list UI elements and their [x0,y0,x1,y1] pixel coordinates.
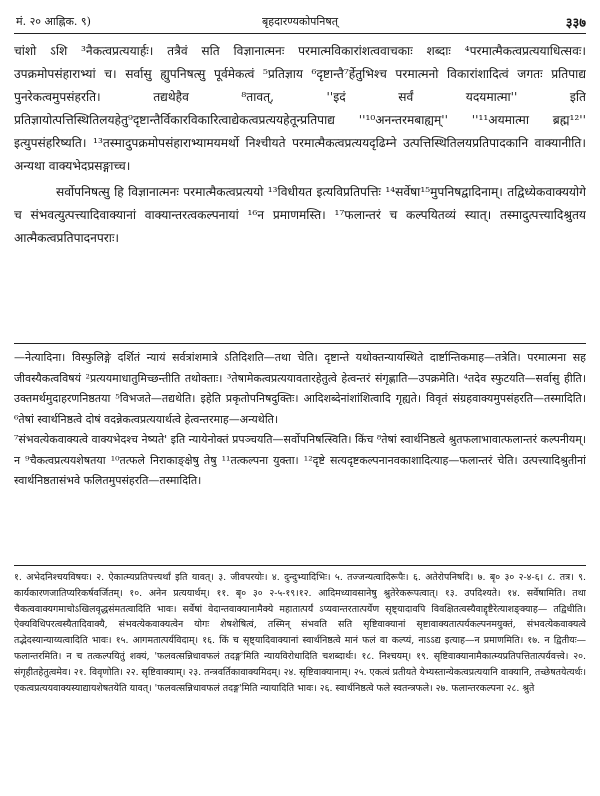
main-text [14,40,586,340]
page-header [14,14,586,32]
commentary-rule [14,343,586,344]
mantra-reference: मं. २० आह्निक. ९) [16,15,91,28]
footnotes [14,570,586,792]
footnote-rule [14,565,586,566]
main-paragraph: चांशो ऽशि ³नैकत्वप्रत्ययार्हः। तत्रैवं सति विज्ञानात्मनः परमात्मविकारांशत्ववाचकाः शब्दाः ⁴परमात्मैकत्वप्रत्ययाधित्सवः। उपक्रमोपसंहाराभ्यां च। सर्वासु ह्युपनिषत्सु पूर्वमेकत्वं ⁵प्रतिज्ञाय ⁶दृष्टान्तै⁷र्हेतुभिश्च परमात्मनो विकारांशादित्वं जगतः प्रतिपाद्य पुनरेकत्वमुपसंहरति। तद्यथेहैव ⁸तावत्, ''इदं सर्वं यदयमात्मा'' इति प्रतिज्ञायोत्पत्तिस्थितिलयहेतु⁹दृष्टान्तैर्विकारविकारित्वाद्येकत्वप्रत्ययहेतून्प्रतिपाद्य ''¹⁰अनन्तरमबाह्यम्'' ''¹¹अयमात्मा ब्रह्म¹²'' इत्युपसंहरिष्यति। ¹³तस्मादुपक्रमोपसंहाराभ्यामयमर्थो निश्चीयते परमात्मैकत्वप्रत्ययदृढिम्ने उत्पत्तिस्थितिलयप्रतिपादकानि वाक्यानीति। अन्यथा वाक्यभेदप्रसङ्गाच्च। [14,44,586,173]
main-paragraph: सर्वोपनिषत्सु हि विज्ञानात्मनः परमात्मैकत्वप्रत्ययो ¹³विधीयत इत्यविप्रतिपत्तिः ¹⁴सर्वेषा¹⁵मुपनिषद्वादिनाम्। तद्विध्येकवाक्ययोगे च संभवत्युत्पत्त्यादिवाक्यानां वाक्यान्तरत्वकल्पनायां ¹⁶न प्रमाणमस्ति। ¹⁷फलान्तरं च कल्पयितव्यं स्यात्। तस्मादुत्पत्त्यादिश्रुतय आत्मैकत्वप्रतिपादनपराः। [14,185,586,245]
running-title: बृहदारण्यकोपनिषत् [261,15,339,28]
footnote-block: १. अभेदनिश्चयविषयः। २. ऐकात्म्यप्रतिपत्त्यर्थां इति यावत्। ३. जीवपरयोः। ४. दुन्दुभ्यादिभिः। ५. तज्जन्यत्वादिरूपैः। ६. अतेरोपनिषदि। ७. बृ० ३० २-४-६। ८. तत्र। ९. कार्यकारणजातिप्यरिकर्षवर्जितम्। १०. अनेन प्रत्ययार्थम्। ११. बृ० ३० २-५-१९।१२. आदिमध्यावसानेषु श्रुतेरेकरूपत्वात्। १३. उपदिश्यते। १४. सर्वेषामिति। तथा चैकत्ववाक्यगमाचोऽखिलवृद्धसंमतत्वादिति भावः। सर्वेषां वेदान्तवाक्यानामैक्ये महातात्पर्यं ऽप्यवान्तरतात्पर्येण सृष्ट्यादावपि विवक्षितत्वस्यैवाद्दृष्टैरेत्याशङ्क्याह— तद्विधीति। ऐक्यविधिपरत्वस्यैतादिवाक्यै, संभवत्येकवाक्यत्वेन योगः शेषशेषित्वं, तस्मिन् संभवति सति सृष्टिवाक्यानां सृष्टावाक्यतात्पर्यकल्पनमयुक्तं, संभवत्येकवाक्यत्वे तद्भेदस्यान्याय्यत्वादिति भावः। १५. आगमतात्पर्यविदाम्। १६. किं च सृष्ट्यादिवाक्यानां स्वार्थनिष्ठत्वे मानं फलं वा कल्प्यं, नाऽऽद्य इत्याह—न प्रमाणमिति। १७. न द्वितीयः—फलान्तरमिति। न च तत्कल्पयितुं शक्यं, 'फलवत्सन्निधावफलं तदङ्ग'मिति न्यायविरोधादिति चशब्दार्थः। १८. निश्चयम्। १९. सृष्टिवाक्यानामैकात्म्यप्रतिपत्तितात्पर्यवत्त्वे। २०. संगृहीतहेतुत्वमेव। २१. विवृणोति। २२. सृष्टिवाक्याम्। २३. तन्त्रवर्तिकावाक्यमिदम्। २४. सृष्टिवाक्यानाम्। २५. एकत्वं प्रतीयते येभ्यस्तान्येकत्वप्रत्ययानि वाक्यानि, तच्छेषतयेत्यर्थः। एकत्वप्रत्ययवाक्यस्याद्यायशेषतयेति यावत्। 'फलवत्सन्निधावफलं तदङ्ग'मिति न्यायादिति भावः। २६. स्वार्थनिष्ठत्वे फले स्वतन्त्रफले। २७. फलान्तरकल्पना २८. श्रुते [14,572,586,694]
commentary [14,348,586,558]
header-rule [14,33,586,34]
commentary-paragraph: ⁷संभवत्येकवाक्यत्वे वाक्यभेदश्च नेष्यते' इति न्यायेनोक्तं प्रपञ्चयति—सर्वोपनिषत्स्विति। किंच ⁸तेषां स्वार्थनिष्ठत्वे श्रुतफलाभावात्फलान्तरं कल्पनीयम्। न ⁹चैकत्वप्रत्ययशेषतया ¹⁰तत्फले निराकाङ्क्षेषु तेषु ¹¹तत्कल्पना युक्ता। ¹²दृष्टे सत्यदृष्टकल्पनानवकाशादित्याह—फलान्तरं चेति। उत्पत्त्यादिश्रुतीनां स्वार्थनिष्ठतासंभवे फलितमुपसंहरति—तस्मादिति। [14,433,586,487]
page-number: ३३७ [565,16,586,31]
commentary-paragraph: —नेत्यादिना। विस्फुलिङ्गे दर्शितं न्यायं सर्वत्रांशमात्रे ऽतिदिशति—तथा चेति। दृष्टान्ते यथोक्तन्यायस्थिते दार्ष्टान्तिकमाह—तत्रेति। परमात्मना सह जीवस्यैकत्वविषयं ²प्रत्ययमाधातुमिच्छन्तीति तथोक्ताः। ³तेषामेकत्वप्रत्ययावतारहेतुत्वे हेत्वन्तरं संगृह्णाति—उपक्रमेति। ⁴तदेव स्फुटयति—सर्वासु हीति। उक्तमर्थमुदाहरणनिष्ठतया ⁵विभजते—तद्यथेति। इहेति प्रकृतोपनिषदुक्तिः। आदिशब्देनांशांशित्वादि गृह्यते। विवृतं संग्रहवाक्यमुपसंहरति—तस्मादिति। ⁶तेषां स्वार्थनिष्ठत्वे दोषं वदन्नेकत्वप्रत्ययार्थत्वे हेत्वन्तरमाह—अन्यथेति। [14,351,586,426]
